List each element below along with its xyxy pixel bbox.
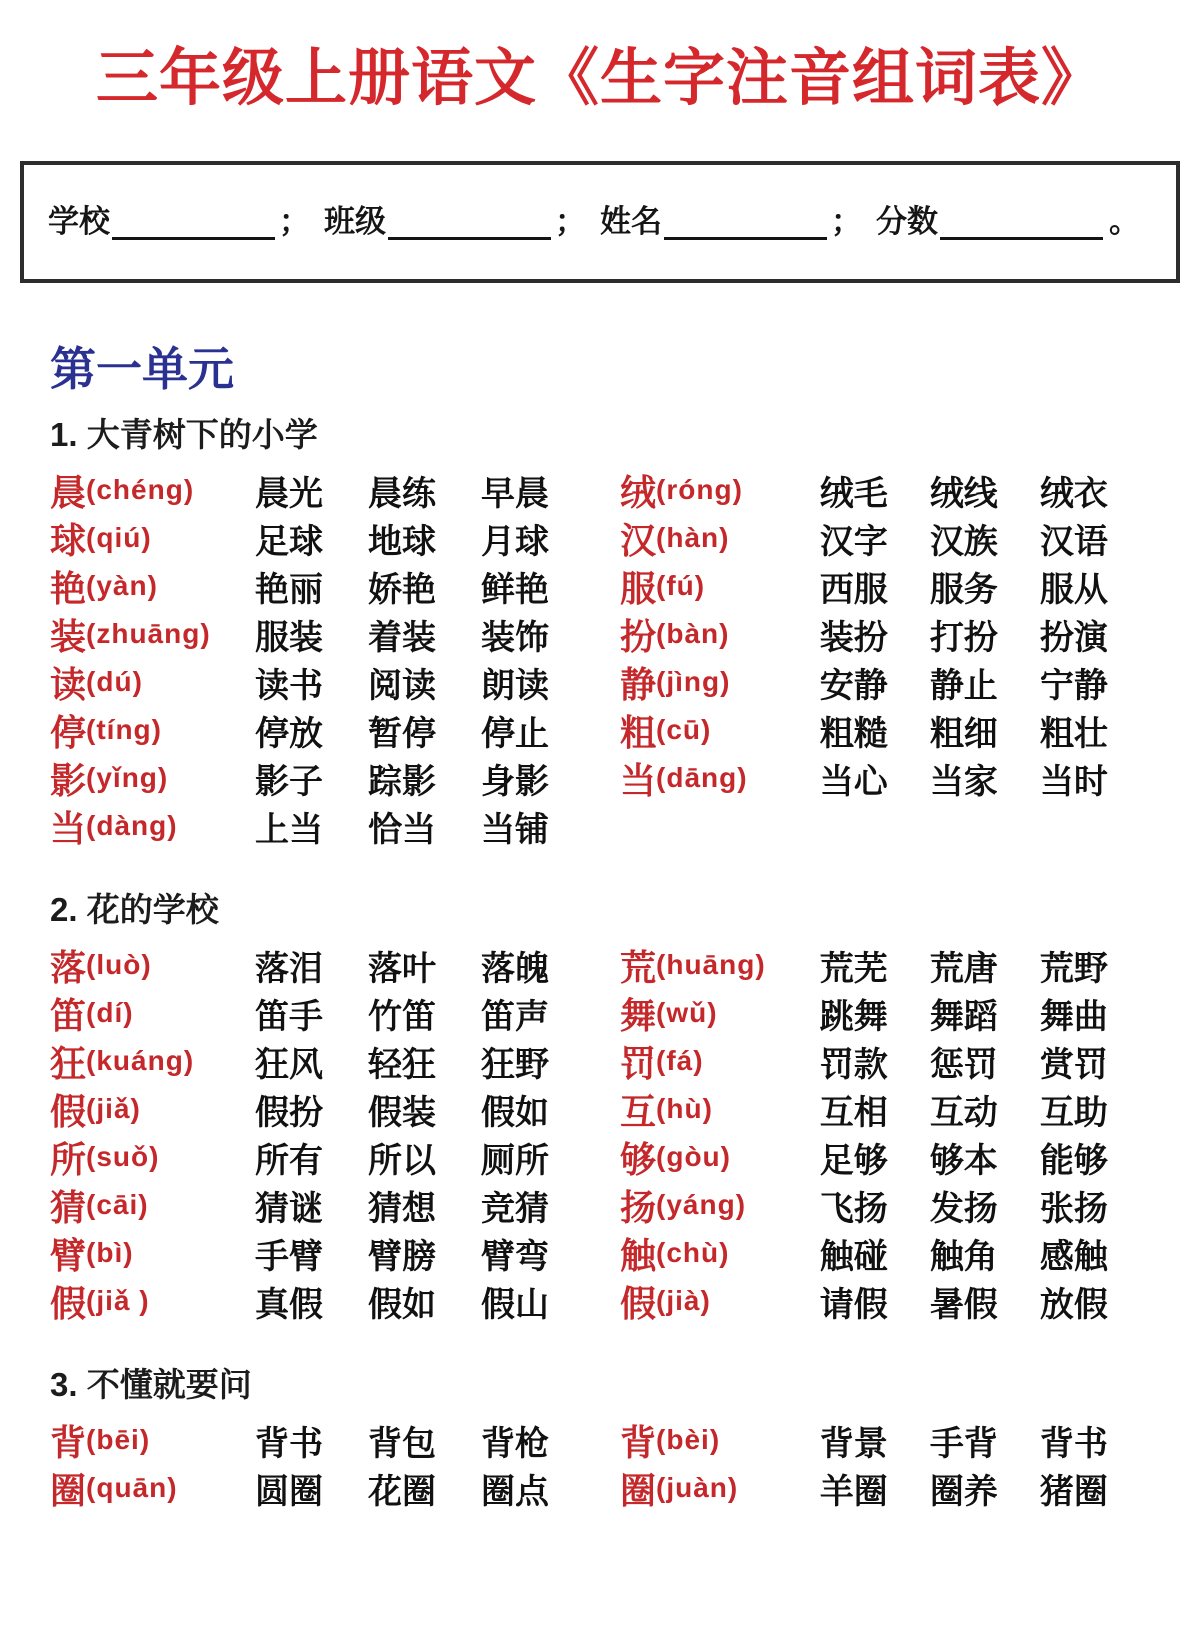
entry-word: 背书 bbox=[255, 1424, 323, 1463]
entry-label bbox=[50, 1228, 255, 1279]
entry-word: 狂野 bbox=[481, 1045, 549, 1084]
entry-word: 月球 bbox=[481, 522, 549, 561]
entry-label bbox=[50, 561, 255, 612]
entry-row bbox=[50, 706, 620, 754]
entry-word: 竞猜 bbox=[481, 1189, 549, 1228]
entry-word: 赏罚 bbox=[1039, 1045, 1108, 1084]
entry-pinyin: ( bèi ) bbox=[656, 1424, 720, 1456]
entry-row bbox=[620, 1133, 1150, 1181]
separator: ； bbox=[831, 204, 862, 240]
name-blank-line bbox=[664, 232, 827, 240]
entry-pinyin: ( hàn ) bbox=[656, 522, 729, 554]
entry-word: 绒毛 bbox=[819, 474, 888, 513]
entry-word: 触碰 bbox=[819, 1237, 888, 1276]
entry-label bbox=[620, 1132, 820, 1183]
entry-word: 当时 bbox=[1039, 762, 1108, 801]
entry-character: 罚 bbox=[620, 1042, 657, 1084]
entry-word: 够本 bbox=[929, 1141, 998, 1180]
entry-word: 背枪 bbox=[481, 1424, 549, 1463]
entry-word: 假山 bbox=[481, 1285, 549, 1324]
entry-word: 当家 bbox=[929, 762, 998, 801]
entry-row bbox=[50, 1277, 620, 1325]
entry-word: 荒唐 bbox=[929, 949, 998, 988]
lesson-columns bbox=[50, 466, 1150, 850]
entry-word: 身影 bbox=[481, 762, 549, 801]
entry-word: 跳舞 bbox=[819, 997, 888, 1036]
entry-word: 猜谜 bbox=[255, 1189, 323, 1228]
entry-word: 足球 bbox=[255, 522, 323, 561]
entry-word: 假扮 bbox=[255, 1093, 323, 1132]
entry-word: 触角 bbox=[929, 1237, 998, 1276]
entry-character: 影 bbox=[50, 759, 87, 801]
entry-word: 西服 bbox=[819, 570, 888, 609]
entry-label bbox=[620, 940, 820, 991]
lesson-block bbox=[50, 1359, 1150, 1512]
entry-character: 触 bbox=[620, 1234, 657, 1276]
entry-word: 竹笛 bbox=[368, 997, 436, 1036]
entry-pinyin: ( fá ) bbox=[656, 1045, 704, 1077]
entry-row bbox=[620, 1181, 1150, 1229]
entry-word: 粗糙 bbox=[819, 714, 888, 753]
entry-row bbox=[50, 754, 620, 802]
school-blank-line bbox=[112, 232, 275, 240]
entry-word: 汉族 bbox=[929, 522, 998, 561]
entry-label bbox=[50, 1276, 255, 1327]
entry-row bbox=[620, 1464, 1150, 1512]
lesson-column-left bbox=[50, 1416, 620, 1512]
lesson-column-right bbox=[620, 466, 1150, 850]
field-label-class: 班级 bbox=[324, 204, 386, 240]
entry-character: 艳 bbox=[50, 567, 87, 609]
entry-character: 扮 bbox=[620, 615, 657, 657]
lesson-column-left bbox=[50, 941, 620, 1325]
entry-label bbox=[620, 753, 820, 804]
entry-character: 笛 bbox=[50, 994, 87, 1036]
entry-word: 假如 bbox=[481, 1093, 549, 1132]
separator: ； bbox=[279, 204, 310, 240]
entry-row bbox=[50, 514, 620, 562]
entry-row bbox=[620, 989, 1150, 1037]
lesson-columns bbox=[50, 1416, 1150, 1512]
entry-word: 所有 bbox=[255, 1141, 323, 1180]
entry-row bbox=[620, 514, 1150, 562]
entry-label bbox=[620, 1463, 820, 1514]
entry-word: 张扬 bbox=[1039, 1189, 1108, 1228]
entry-row bbox=[50, 1085, 620, 1133]
entry-word: 臂弯 bbox=[481, 1237, 549, 1276]
entry-pinyin: ( yǐng ) bbox=[86, 762, 168, 794]
entry-row bbox=[620, 1416, 1150, 1464]
entry-word: 互相 bbox=[819, 1093, 888, 1132]
entry-character: 假 bbox=[620, 1282, 657, 1324]
entry-character: 所 bbox=[50, 1138, 87, 1180]
entry-word: 舞曲 bbox=[1039, 997, 1108, 1036]
entry-word: 猪圈 bbox=[1039, 1472, 1108, 1511]
entry-character: 荒 bbox=[620, 946, 657, 988]
entry-word: 装饰 bbox=[481, 618, 549, 657]
entry-pinyin: ( dàng ) bbox=[86, 810, 178, 842]
entry-word: 晨光 bbox=[255, 474, 323, 513]
entry-label bbox=[50, 1180, 255, 1231]
entry-word: 圈养 bbox=[929, 1472, 998, 1511]
class-blank-line bbox=[388, 232, 551, 240]
field-label-school: 学校 bbox=[48, 204, 110, 240]
entry-row bbox=[50, 941, 620, 989]
entry-word: 感触 bbox=[1039, 1237, 1108, 1276]
entry-word: 羊圈 bbox=[819, 1472, 888, 1511]
entry-label bbox=[620, 1180, 820, 1231]
entry-word: 笛手 bbox=[255, 997, 323, 1036]
entry-word: 轻狂 bbox=[368, 1045, 436, 1084]
entry-label bbox=[50, 705, 255, 756]
entry-word: 早晨 bbox=[481, 474, 549, 513]
entry-label bbox=[50, 465, 255, 516]
entry-word: 舞蹈 bbox=[929, 997, 998, 1036]
entry-pinyin: ( cū ) bbox=[656, 714, 711, 746]
entry-pinyin: ( dāng ) bbox=[656, 762, 748, 794]
entry-label bbox=[620, 513, 820, 564]
entry-pinyin: ( luò ) bbox=[86, 949, 152, 981]
entry-word: 足够 bbox=[819, 1141, 888, 1180]
entry-word: 落魄 bbox=[481, 949, 549, 988]
entry-word: 静止 bbox=[929, 666, 998, 705]
entry-character: 假 bbox=[50, 1090, 87, 1132]
period-mark: 。 bbox=[1109, 204, 1140, 240]
entry-pinyin: ( dí ) bbox=[86, 997, 134, 1029]
entry-character: 当 bbox=[620, 759, 657, 801]
entry-word: 服装 bbox=[255, 618, 323, 657]
entry-word: 狂风 bbox=[255, 1045, 323, 1084]
entry-character: 扬 bbox=[620, 1186, 657, 1228]
entry-word: 鲜艳 bbox=[481, 570, 549, 609]
entry-word: 朗读 bbox=[481, 666, 549, 705]
entry-character: 圈 bbox=[620, 1469, 657, 1511]
entry-character: 背 bbox=[620, 1421, 657, 1463]
entry-label bbox=[620, 1036, 820, 1087]
entry-character: 圈 bbox=[50, 1469, 87, 1511]
entry-word: 暑假 bbox=[929, 1285, 998, 1324]
entry-word: 发扬 bbox=[929, 1189, 998, 1228]
lesson-block bbox=[50, 409, 1150, 850]
unit-title: 第一单元 bbox=[50, 343, 234, 395]
entry-word: 服从 bbox=[1039, 570, 1108, 609]
entry-row bbox=[50, 610, 620, 658]
entry-word: 落泪 bbox=[255, 949, 323, 988]
entry-pinyin: ( jià ) bbox=[656, 1285, 711, 1317]
entry-pinyin: ( kuáng ) bbox=[86, 1045, 194, 1077]
entry-word: 当铺 bbox=[481, 810, 549, 849]
entry-row bbox=[50, 1464, 620, 1512]
entry-word: 互助 bbox=[1039, 1093, 1108, 1132]
entry-character: 装 bbox=[50, 615, 87, 657]
entry-word: 扮演 bbox=[1039, 618, 1108, 657]
entry-character: 够 bbox=[620, 1138, 657, 1180]
entry-character: 当 bbox=[50, 807, 87, 849]
entry-character: 假 bbox=[50, 1282, 87, 1324]
entry-row bbox=[620, 610, 1150, 658]
entry-word: 背包 bbox=[368, 1424, 436, 1463]
entry-word: 宁静 bbox=[1039, 666, 1108, 705]
entry-word: 臂膀 bbox=[368, 1237, 436, 1276]
entry-row bbox=[50, 1037, 620, 1085]
worksheet-page bbox=[0, 28, 1200, 1628]
entry-label bbox=[50, 753, 255, 804]
entry-word: 罚款 bbox=[819, 1045, 888, 1084]
entry-row bbox=[50, 562, 620, 610]
entry-pinyin: ( bàn ) bbox=[656, 618, 729, 650]
entry-pinyin: ( qiú ) bbox=[86, 522, 152, 554]
entry-pinyin: ( gòu ) bbox=[656, 1141, 731, 1173]
entry-character: 舞 bbox=[620, 994, 657, 1036]
entry-label bbox=[50, 801, 255, 852]
entry-character: 停 bbox=[50, 711, 87, 753]
student-info-line bbox=[48, 204, 1152, 240]
entry-character: 猜 bbox=[50, 1186, 87, 1228]
entry-word: 笛声 bbox=[481, 997, 549, 1036]
entry-row bbox=[620, 1037, 1150, 1085]
entry-label bbox=[620, 465, 820, 516]
entry-row bbox=[50, 466, 620, 514]
entry-pinyin: ( suǒ ) bbox=[86, 1141, 159, 1173]
entry-pinyin: ( quān ) bbox=[86, 1472, 178, 1504]
entry-character: 服 bbox=[620, 567, 657, 609]
entry-row bbox=[620, 466, 1150, 514]
entry-label bbox=[620, 561, 820, 612]
entry-pinyin: ( chù ) bbox=[656, 1237, 729, 1269]
entry-label bbox=[620, 1084, 820, 1135]
entry-word: 粗细 bbox=[929, 714, 998, 753]
entry-label bbox=[50, 940, 255, 991]
entry-row bbox=[620, 1229, 1150, 1277]
entry-word: 放假 bbox=[1039, 1285, 1108, 1324]
entry-character: 晨 bbox=[50, 471, 87, 513]
entry-character: 球 bbox=[50, 519, 87, 561]
score-blank-line bbox=[940, 232, 1103, 240]
entry-row bbox=[50, 802, 620, 850]
entry-word: 请假 bbox=[819, 1285, 888, 1324]
field-label-score: 分数 bbox=[876, 204, 938, 240]
entry-label bbox=[50, 1415, 255, 1466]
entry-row bbox=[620, 706, 1150, 754]
entry-row bbox=[50, 658, 620, 706]
entry-label bbox=[620, 988, 820, 1039]
entry-row bbox=[50, 1133, 620, 1181]
entry-row bbox=[50, 1229, 620, 1277]
entry-pinyin: ( róng ) bbox=[656, 474, 743, 506]
entry-character: 狂 bbox=[50, 1042, 87, 1084]
entry-character: 互 bbox=[620, 1090, 657, 1132]
entry-word: 绒线 bbox=[929, 474, 998, 513]
entry-pinyin: ( jiǎ ) bbox=[86, 1285, 150, 1317]
entry-word: 打扮 bbox=[929, 618, 998, 657]
entry-word: 晨练 bbox=[368, 474, 436, 513]
entry-row bbox=[620, 941, 1150, 989]
entry-word: 荒野 bbox=[1039, 949, 1108, 988]
entry-row bbox=[50, 1416, 620, 1464]
entry-word: 踪影 bbox=[368, 762, 436, 801]
entry-word: 落叶 bbox=[368, 949, 436, 988]
entry-character: 粗 bbox=[620, 711, 657, 753]
entry-character: 读 bbox=[50, 663, 87, 705]
entry-pinyin: ( huāng ) bbox=[656, 949, 766, 981]
entry-row bbox=[50, 1181, 620, 1229]
entry-word: 假装 bbox=[368, 1093, 436, 1132]
entry-word: 娇艳 bbox=[368, 570, 436, 609]
entry-pinyin: ( cāi ) bbox=[86, 1189, 149, 1221]
student-info-box bbox=[20, 161, 1180, 283]
lesson-columns bbox=[50, 941, 1150, 1325]
entry-word: 花圈 bbox=[368, 1472, 436, 1511]
entry-pinyin: ( chéng ) bbox=[86, 474, 194, 506]
entry-word: 上当 bbox=[255, 810, 323, 849]
entry-pinyin: ( zhuāng ) bbox=[86, 618, 211, 650]
entry-character: 绒 bbox=[620, 471, 657, 513]
entry-row bbox=[620, 562, 1150, 610]
entry-word: 厕所 bbox=[481, 1141, 549, 1180]
entry-label bbox=[50, 1132, 255, 1183]
entry-word: 粗壮 bbox=[1039, 714, 1108, 753]
entry-label bbox=[50, 513, 255, 564]
lesson-title: 3. 不懂就要问 bbox=[50, 1366, 252, 1403]
separator: ； bbox=[555, 204, 586, 240]
lessons-container bbox=[50, 409, 1150, 1512]
entry-pinyin: ( yáng ) bbox=[656, 1189, 746, 1221]
entry-label bbox=[620, 609, 820, 660]
lesson-column-right bbox=[620, 1416, 1150, 1512]
entry-word: 停止 bbox=[481, 714, 549, 753]
entry-word: 停放 bbox=[255, 714, 323, 753]
lesson-title: 1. 大青树下的小学 bbox=[50, 416, 318, 453]
entry-word: 互动 bbox=[929, 1093, 998, 1132]
entry-character: 臂 bbox=[50, 1234, 87, 1276]
entry-word: 背书 bbox=[1039, 1424, 1108, 1463]
entry-label bbox=[620, 1228, 820, 1279]
entry-word: 手臂 bbox=[255, 1237, 323, 1276]
entry-pinyin: ( tíng ) bbox=[86, 714, 162, 746]
entry-label bbox=[620, 1415, 820, 1466]
entry-row bbox=[620, 1085, 1150, 1133]
entry-label bbox=[50, 1036, 255, 1087]
entry-word: 装扮 bbox=[819, 618, 888, 657]
entry-word: 所以 bbox=[368, 1141, 436, 1180]
entry-label bbox=[620, 1276, 820, 1327]
entry-word: 影子 bbox=[255, 762, 323, 801]
entry-word: 阅读 bbox=[368, 666, 436, 705]
entry-pinyin: ( jiǎ ) bbox=[86, 1093, 141, 1125]
field-label-name: 姓名 bbox=[600, 204, 662, 240]
entry-label bbox=[50, 1463, 255, 1514]
entry-word: 着装 bbox=[368, 618, 436, 657]
entry-label bbox=[50, 1084, 255, 1135]
entry-label bbox=[620, 705, 820, 756]
unit-content bbox=[0, 333, 1200, 1512]
entry-character: 落 bbox=[50, 946, 87, 988]
entry-word: 暂停 bbox=[368, 714, 436, 753]
entry-row bbox=[620, 658, 1150, 706]
lesson-block bbox=[50, 884, 1150, 1325]
entry-word: 汉语 bbox=[1039, 522, 1108, 561]
entry-word: 读书 bbox=[255, 666, 323, 705]
entry-character: 汉 bbox=[620, 519, 657, 561]
entry-label bbox=[50, 988, 255, 1039]
entry-row bbox=[620, 754, 1150, 802]
entry-word: 背景 bbox=[819, 1424, 888, 1463]
entry-label bbox=[50, 657, 255, 708]
entry-word: 安静 bbox=[819, 666, 888, 705]
entry-word: 假如 bbox=[368, 1285, 436, 1324]
entry-word: 手背 bbox=[929, 1424, 998, 1463]
entry-pinyin: ( fú ) bbox=[656, 570, 705, 602]
entry-row bbox=[50, 989, 620, 1037]
entry-pinyin: ( hù ) bbox=[656, 1093, 713, 1125]
entry-word: 地球 bbox=[368, 522, 436, 561]
lesson-column-left bbox=[50, 466, 620, 850]
entry-pinyin: ( juàn ) bbox=[656, 1472, 738, 1504]
entry-word: 汉字 bbox=[819, 522, 888, 561]
entry-pinyin: ( jìng ) bbox=[656, 666, 730, 698]
entry-word: 服务 bbox=[929, 570, 998, 609]
lesson-column-right bbox=[620, 941, 1150, 1325]
entry-row bbox=[620, 1277, 1150, 1325]
entry-word: 绒衣 bbox=[1039, 474, 1108, 513]
entry-character: 静 bbox=[620, 663, 657, 705]
entry-word: 当心 bbox=[819, 762, 888, 801]
entry-word: 圈点 bbox=[481, 1472, 549, 1511]
entry-word: 真假 bbox=[255, 1285, 323, 1324]
entry-word: 猜想 bbox=[368, 1189, 436, 1228]
entry-word: 飞扬 bbox=[819, 1189, 888, 1228]
entry-label bbox=[620, 657, 820, 708]
entry-word: 恰当 bbox=[368, 810, 436, 849]
entry-word: 圆圈 bbox=[255, 1472, 323, 1511]
lesson-title: 2. 花的学校 bbox=[50, 891, 219, 928]
entry-word: 荒芜 bbox=[819, 949, 888, 988]
entry-character: 背 bbox=[50, 1421, 87, 1463]
entry-word: 惩罚 bbox=[929, 1045, 998, 1084]
entry-label bbox=[50, 609, 255, 660]
page-title: 三年级上册语文《生字注音组词表》 bbox=[95, 44, 1104, 113]
entry-pinyin: ( bì ) bbox=[86, 1237, 134, 1269]
entry-pinyin: ( wǔ ) bbox=[656, 997, 718, 1029]
entry-pinyin: ( dú ) bbox=[86, 666, 143, 698]
entry-word: 艳丽 bbox=[255, 570, 323, 609]
entry-word: 能够 bbox=[1039, 1141, 1108, 1180]
entry-pinyin: ( bēi ) bbox=[86, 1424, 150, 1456]
entry-pinyin: ( yàn ) bbox=[86, 570, 158, 602]
